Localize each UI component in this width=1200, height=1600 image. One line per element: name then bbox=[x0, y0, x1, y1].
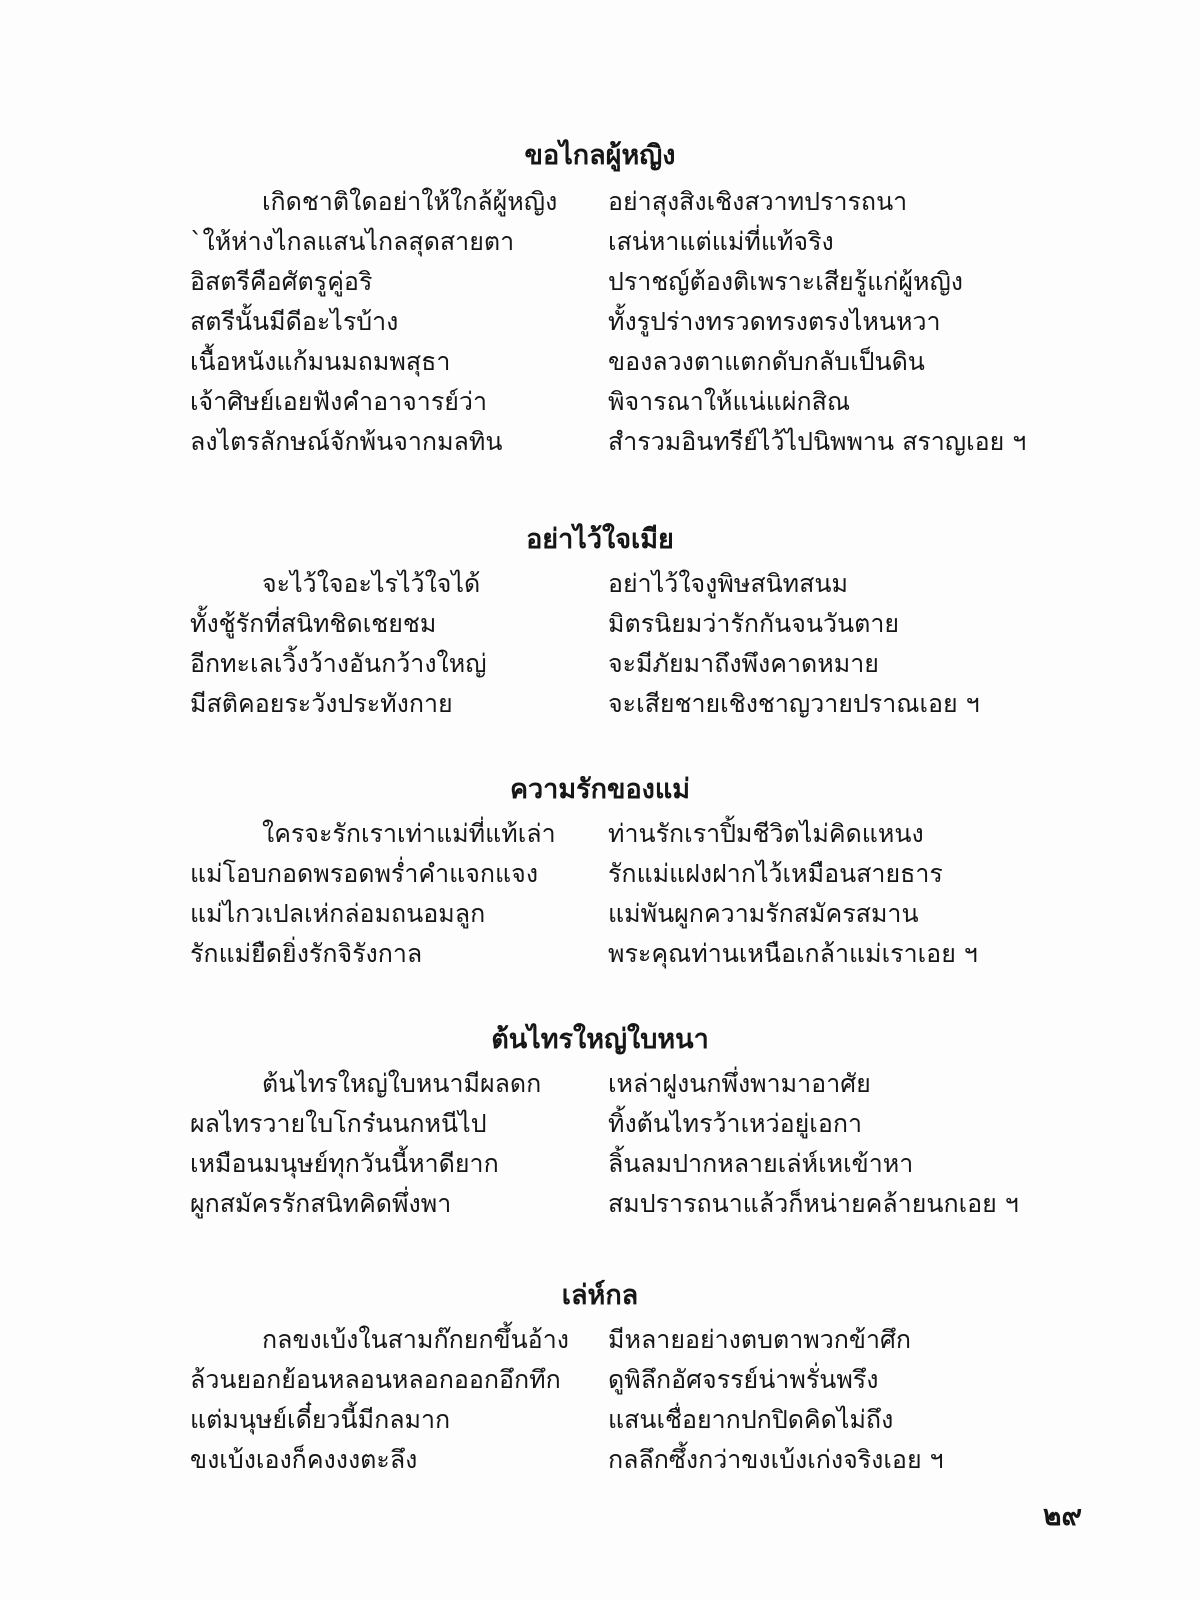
verse-right: เสน่หาแต่แม่ที่แท้จริง bbox=[608, 227, 834, 256]
verse-left: เหมือนมนุษย์ทุกวันนี้หาดียาก bbox=[190, 1149, 499, 1178]
verse-right: จะเสียชายเชิงชาญวายปราณเอย ฯ bbox=[608, 689, 980, 718]
verse-right: กลลึกซึ้งกว่าขงเบ้งเก่งจริงเอย ฯ bbox=[608, 1445, 944, 1474]
verse-right: ท่านรักเราปิ้มชีวิตไม่คิดแหนง bbox=[608, 819, 924, 848]
verse-left: รักแม่ยืดยิ่งรักจิรังกาล bbox=[190, 939, 423, 968]
verse-right: อย่าไว้ใจงูพิษสนิทสนม bbox=[608, 569, 848, 598]
verse-left: ขงเบ้งเองก็คงงงตะลึง bbox=[190, 1445, 418, 1474]
verse-line bbox=[0, 184, 1200, 224]
verse-right: พิจารณาให้แน่แผ่กสิณ bbox=[608, 387, 851, 416]
verse-left: เนื้อหนังแก้มนมถมพสุธา bbox=[190, 347, 451, 376]
verse-left: แต่มนุษย์เดี๋ยวนี้มีกลมาก bbox=[190, 1405, 451, 1434]
verse-line bbox=[0, 1106, 1200, 1146]
verse-line bbox=[0, 816, 1200, 856]
verse-left: อิสตรีคือศัตรูคู่อริ bbox=[190, 267, 373, 296]
verse-line bbox=[0, 1362, 1200, 1402]
verse-line bbox=[0, 1442, 1200, 1482]
verse-left: ใครจะรักเราเท่าแม่ที่แท้เล่า bbox=[262, 819, 556, 848]
verse-left: เจ้าศิษย์เอยฟังคำอาจารย์ว่า bbox=[190, 387, 487, 416]
verse-left: แม่โอบกอดพรอดพร่ำคำแจกแจง bbox=[190, 859, 539, 888]
verse-line bbox=[0, 344, 1200, 384]
verse-line bbox=[0, 646, 1200, 686]
verse-left: กลขงเบ้งในสามก๊กยกขึ้นอ้าง bbox=[262, 1325, 569, 1354]
verse-line bbox=[0, 1066, 1200, 1106]
verse-left: เกิดชาติใดอย่าให้ใกล้ผู้หญิง bbox=[262, 187, 558, 216]
verse-line bbox=[0, 304, 1200, 344]
verse-line bbox=[0, 896, 1200, 936]
verse-right: จะมีภัยมาถึงพึงคาดหมาย bbox=[608, 649, 879, 678]
page-number: ๒๙ bbox=[1043, 1499, 1082, 1532]
verse-line bbox=[0, 686, 1200, 726]
verse-right: ทั้งรูปร่างทรวดทรงตรงไหนหวา bbox=[608, 307, 941, 336]
verse-line bbox=[0, 566, 1200, 606]
verse-left: ทั้งชู้รักที่สนิทชิดเชยชม bbox=[190, 609, 437, 638]
verse-line bbox=[0, 424, 1200, 464]
verse-right: สมปรารถนาแล้วก็หน่ายคล้ายนกเอย ฯ bbox=[608, 1189, 1019, 1218]
verse-left: ผูกสมัครรักสนิทคิดพึ่งพา bbox=[190, 1189, 452, 1218]
verse-right: เหล่าฝูงนกพึ่งพามาอาศัย bbox=[608, 1069, 871, 1098]
poem-title: ขอไกลผู้หญิง bbox=[524, 140, 676, 171]
verse-line bbox=[0, 1146, 1200, 1186]
verse-right: พระคุณท่านเหนือเกล้าแม่เราเอย ฯ bbox=[608, 939, 978, 968]
verse-line bbox=[0, 264, 1200, 304]
verse-line bbox=[0, 856, 1200, 896]
verse-right: ลิ้นลมปากหลายเล่ห์เหเข้าหา bbox=[608, 1149, 914, 1178]
verse-line bbox=[0, 936, 1200, 976]
verse-left: สตรีนั้นมีดีอะไรบ้าง bbox=[190, 307, 399, 336]
poem-title: ความรักของแม่ bbox=[509, 774, 691, 805]
verse-left: จะไว้ใจอะไรไว้ใจได้ bbox=[262, 569, 481, 598]
verse-right: ดูพิลึกอัศจรรย์น่าพรั่นพรึง bbox=[608, 1365, 879, 1394]
verse-line bbox=[0, 224, 1200, 264]
verse-left: ลงไตรลักษณ์จักพ้นจากมลทิน bbox=[190, 427, 503, 456]
verse-left: แม่ไกวเปลเห่กล่อมถนอมลูก bbox=[190, 899, 486, 928]
verse-right: แม่พันผูกความรักสมัครสมาน bbox=[608, 899, 919, 928]
verse-right: ปราชญ์ต้องติเพราะเสียรู้แก่ผู้หญิง bbox=[608, 267, 963, 296]
verse-right: สำรวมอินทรีย์ไว้ไปนิพพาน สราญเอย ฯ bbox=[608, 427, 1027, 456]
poem-title: เล่ห์กล bbox=[561, 1280, 639, 1311]
verse-right: ทิ้งต้นไทรว้าเหว่อยู่เอกา bbox=[608, 1109, 863, 1138]
verse-right: มิตรนิยมว่ารักกันจนวันตาย bbox=[608, 609, 900, 638]
verse-right: แสนเชื่อยากปกปิดคิดไม่ถึง bbox=[608, 1405, 894, 1434]
verse-line bbox=[0, 606, 1200, 646]
verse-left: ผลไทรวายใบโกร๋นนกหนีไป bbox=[190, 1109, 487, 1138]
poem-title: อย่าไว้ใจเมีย bbox=[526, 524, 674, 555]
poem-title: ต้นไทรใหญ่ใบหนา bbox=[491, 1024, 709, 1055]
verse-line bbox=[0, 1402, 1200, 1442]
verse-line bbox=[0, 1322, 1200, 1362]
verse-right: มีหลายอย่างตบตาพวกข้าศึก bbox=[608, 1325, 912, 1354]
verse-left: `ให้ห่างไกลแสนไกลสุดสายตา bbox=[190, 227, 515, 256]
verse-right: รักแม่แฝงฝากไว้เหมือนสายธาร bbox=[608, 859, 943, 888]
verse-line bbox=[0, 384, 1200, 424]
verse-right: ของลวงตาแตกดับกลับเป็นดิน bbox=[608, 347, 925, 376]
verse-left: ล้วนยอกย้อนหลอนหลอกออกอึกทึก bbox=[190, 1365, 561, 1394]
verse-left: มีสติคอยระวังประทังกาย bbox=[190, 689, 453, 718]
verse-line bbox=[0, 1186, 1200, 1226]
verse-left: ต้นไทรใหญ่ใบหนามีผลดก bbox=[262, 1069, 542, 1098]
verse-right: อย่าสุงสิงเชิงสวาทปรารถนา bbox=[608, 187, 908, 216]
verse-left: อีกทะเลเวิ้งว้างอันกว้างใหญ่ bbox=[190, 649, 487, 678]
